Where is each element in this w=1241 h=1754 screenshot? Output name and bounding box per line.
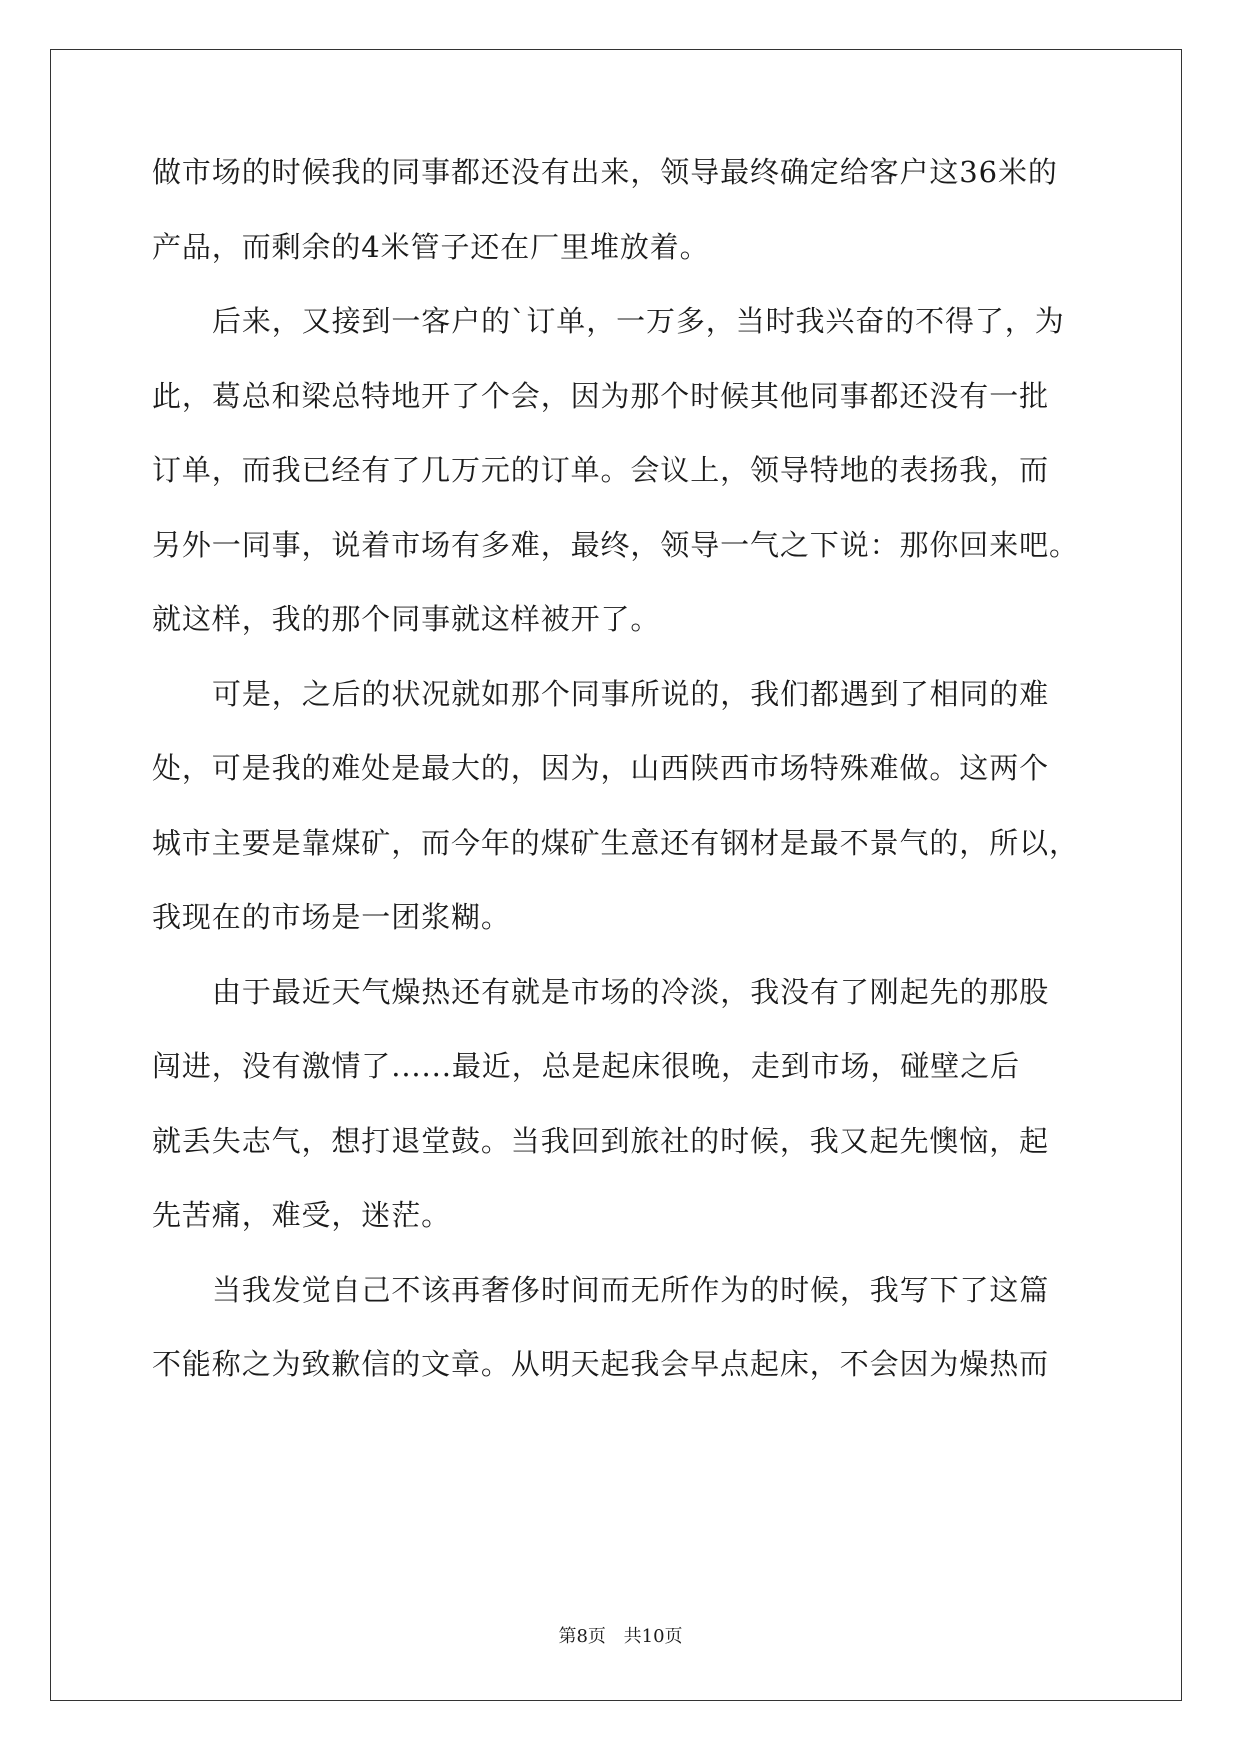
text-line: 就这样，我的那个同事就这样被开了。 (152, 602, 661, 636)
text-line: 城市主要是靠煤矿，而今年的煤矿生意还有钢材是最不景气的，所以， (152, 826, 1079, 860)
text-line: 处，可是我的难处是最大的，因为，山西陕西市场特殊难做。这两个 (152, 751, 1050, 785)
text-line: 不能称之为致歉信的文章。从明天起我会早点起床，不会因为燥热而 (152, 1347, 1050, 1381)
text-line: 闯进，没有激情了......最近，总是起床很晚，走到市场，碰壁之后 (152, 1049, 1021, 1083)
text-line: 产品，而剩余的4米管子还在厂里堆放着。 (152, 230, 710, 264)
text-line: 做市场的时候我的同事都还没有出来，领导最终确定给客户这36米的 (152, 155, 1058, 189)
text-line: 另外一同事，说着市场有多难，最终，领导一气之下说：那你回来吧。 (152, 528, 1079, 562)
text-line: 就丢失志气，想打退堂鼓。当我回到旅社的时候，我又起先懊恼，起 (152, 1124, 1050, 1158)
page-border (50, 49, 1182, 1701)
paragraph-start-line: 当我发觉自己不该再奢侈时间而无所作为的时候，我写下了这篇 (212, 1273, 1050, 1307)
page-total: 共10页 (623, 1626, 683, 1647)
text-line: 此，葛总和梁总特地开了个会，因为那个时候其他同事都还没有一批 (152, 379, 1050, 413)
page-footer (0, 1622, 1241, 1648)
text-line: 订单，而我已经有了几万元的订单。会议上，领导特地的表扬我，而 (152, 453, 1050, 487)
text-line: 先苦痛，难受，迷茫。 (152, 1198, 452, 1232)
paragraph-start-line: 后来，又接到一客户的`订单，一万多，当时我兴奋的不得了，为 (212, 304, 1065, 338)
paragraph-start-line: 可是，之后的状况就如那个同事所说的，我们都遇到了相同的难 (212, 677, 1050, 711)
page-number: 第8页 (558, 1626, 606, 1647)
paragraph-start-line: 由于最近天气燥热还有就是市场的冷淡，我没有了刚起先的那股 (212, 975, 1050, 1009)
text-line: 我现在的市场是一团浆糊。 (152, 900, 511, 934)
